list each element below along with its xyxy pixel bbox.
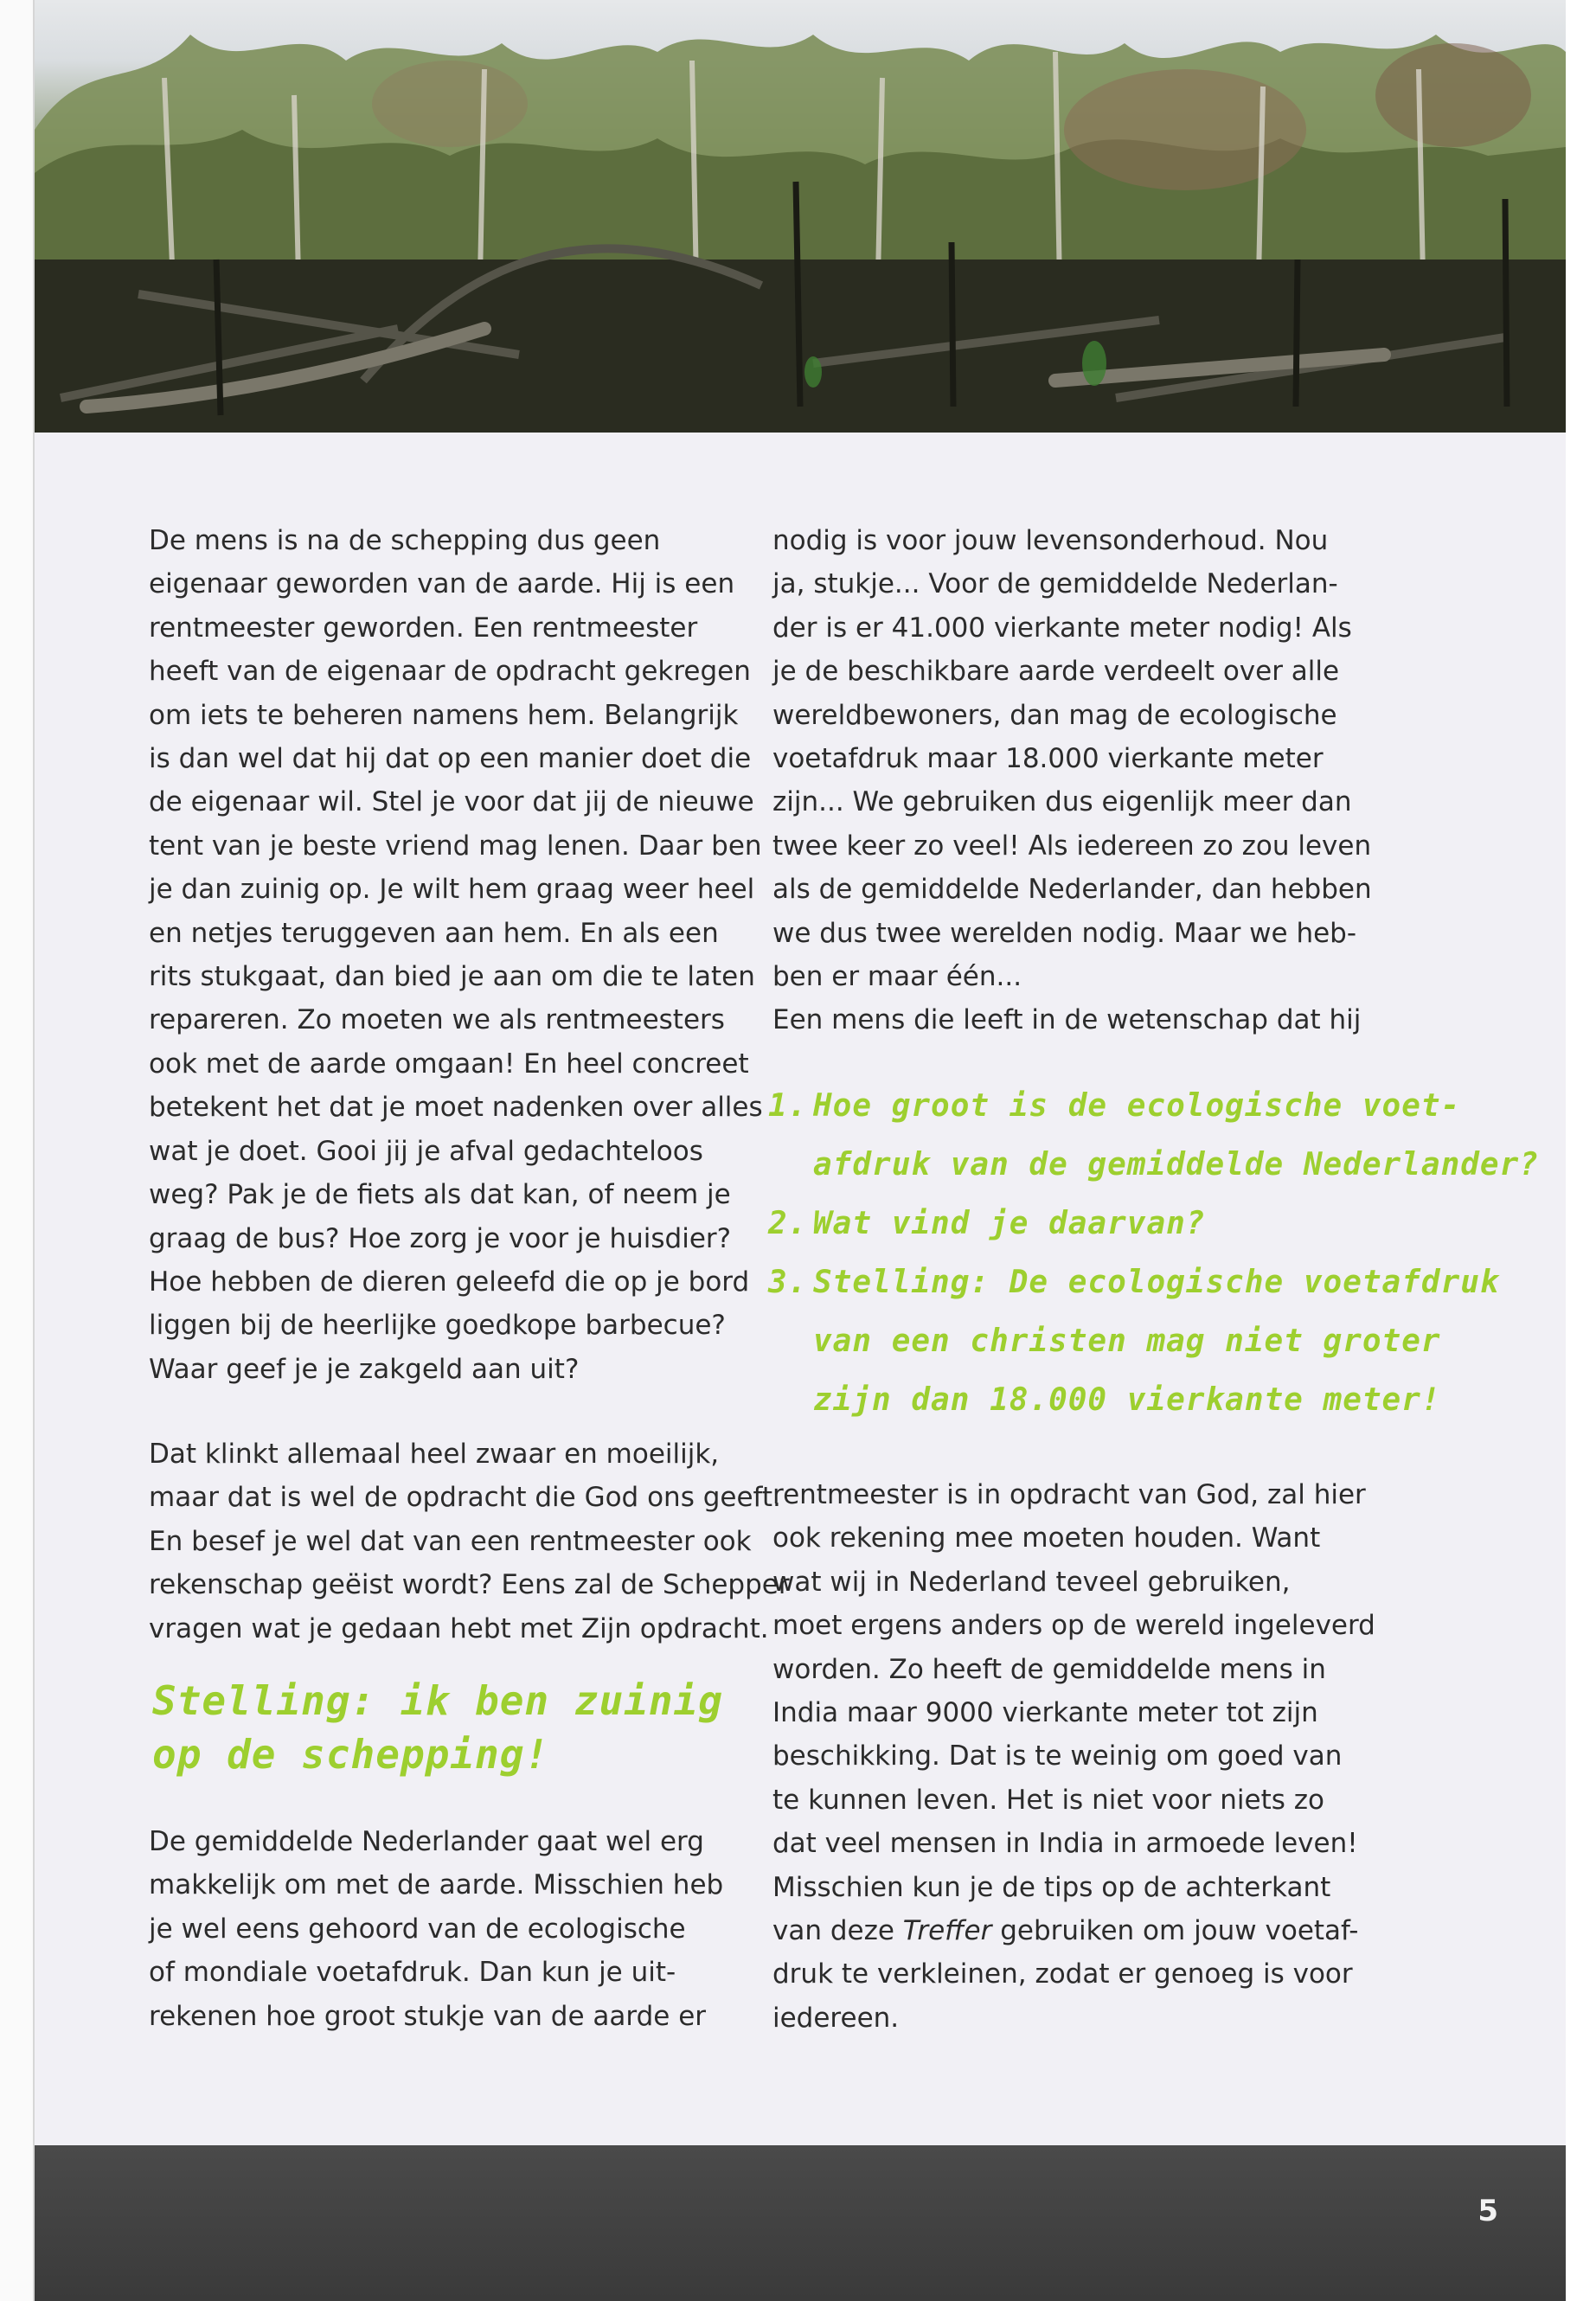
text-line: je dan zuinig op. Je wilt hem graag weer heel <box>149 874 755 906</box>
text-line: liggen bij de heerlijke goedkope barbecue? <box>149 1310 726 1342</box>
text-line: Waar geef je je zakgeld aan uit? <box>149 1353 580 1385</box>
text-fragment: gebruiken om jouw voetaf- <box>991 1915 1359 1947</box>
text-line: rentmeester is in opdracht van God, zal hier <box>772 1479 1366 1510</box>
question-3-text <box>813 1253 1500 1430</box>
text-line: eigenaar geworden van de aarde. Hij is een <box>149 568 735 600</box>
text-fragment: van deze <box>772 1915 903 1947</box>
text-line: tent van je beste vriend mag lenen. Daar ben <box>149 830 762 862</box>
right-column-paragraph-2 <box>772 1473 1395 2040</box>
text-line: is dan wel dat hij dat op een manier doet die <box>149 743 752 775</box>
text-line: vragen wat je gedaan hebt met Zijn opdracht. <box>149 1612 769 1644</box>
text-line: Dat klinkt allemaal heel zwaar en moeilijk, <box>149 1439 720 1470</box>
page-left-edge <box>0 0 35 2301</box>
text-line: heeft van de eigenaar de opdracht gekregen <box>149 656 751 688</box>
question-line: zijn dan 18.000 vierkante meter! <box>813 1382 1441 1418</box>
text-line: voetafdruk maar 18.000 vierkante meter <box>772 743 1324 775</box>
text-line: wat je doet. Gooi jij je afval gedachteloos <box>149 1135 703 1167</box>
text-line: ja, stukje... Voor de gemiddelde Nederlan- <box>772 568 1338 600</box>
text-line: nodig is voor jouw levensonderhoud. Nou <box>772 525 1329 556</box>
text-line: als de gemiddelde Nederlander, dan hebben <box>772 874 1372 906</box>
text-line: repareren. Zo moeten we als rentmeesters <box>149 1004 725 1036</box>
left-column-paragraph-2 <box>149 1433 790 1650</box>
text-line: twee keer zo veel! Als iedereen zo zou leven <box>772 830 1372 862</box>
deforestation-photo-art <box>35 0 1566 433</box>
text-line: iedereen. <box>772 2002 900 2034</box>
text-line: rekenen hoe groot stukje van de aarde er <box>149 2000 707 2032</box>
text-line: betekent het dat je moet nadenken over alles <box>149 1092 763 1124</box>
question-3 <box>768 1253 807 1312</box>
text-line: wereldbewoners, dan mag de ecologische <box>772 699 1337 731</box>
text-line: wat wij in Nederland teveel gebruiken, <box>772 1566 1291 1598</box>
left-column-paragraph-1 <box>149 519 763 1391</box>
deforestation-photo <box>35 0 1566 433</box>
text-line: maar dat is wel de opdracht die God ons geeft. <box>149 1482 781 1514</box>
text-line: je de beschikbare aarde verdeelt over alle <box>772 656 1340 688</box>
text-line: Een mens die leeft in de wetenschap dat hij <box>772 1004 1362 1036</box>
text-line: ook rekening mee moeten houden. Want <box>772 1522 1321 1554</box>
question-line: Hoe groot is de ecologische voet- <box>813 1088 1461 1124</box>
text-line: dat veel mensen in India in armoede leven! <box>772 1828 1358 1860</box>
left-column-paragraph-3 <box>149 1820 746 2038</box>
text-line: India maar 9000 vierkante meter tot zijn <box>772 1697 1318 1729</box>
text-line: der is er 41.000 vierkante meter nodig! Als <box>772 612 1352 644</box>
question-number: 3. <box>768 1265 808 1300</box>
question-1-text <box>813 1077 1539 1195</box>
text-line: je wel eens gehoord van de ecologische <box>149 1913 686 1945</box>
text-line: ben er maar één... <box>772 961 1022 993</box>
question-line: van een christen mag niet groter <box>813 1324 1441 1359</box>
text-line: En besef je wel dat van een rentmeester ook <box>149 1525 752 1557</box>
question-2 <box>768 1195 807 1253</box>
question-number: 2. <box>768 1206 808 1241</box>
text-line: en netjes teruggeven aan hem. En als een <box>149 917 719 949</box>
text-line: rentmeester geworden. Een rentmeester <box>149 612 698 644</box>
text-line: druk te verkleinen, zodat er genoeg is voor <box>772 1958 1353 1990</box>
text-line: de eigenaar wil. Stel je voor dat jij de nieuwe <box>149 786 754 818</box>
text-line: ook met de aarde omgaan! En heel concreet <box>149 1048 749 1080</box>
stelling-heading <box>152 1674 723 1781</box>
heading-line: op de schepping! <box>152 1731 550 1778</box>
footer-band <box>35 2145 1566 2301</box>
text-line: rits stukgaat, dan bied je aan om die te laten <box>149 961 755 993</box>
text-line: Hoe hebben de dieren geleefd die op je bord <box>149 1266 750 1298</box>
question-2-text <box>813 1195 1205 1253</box>
text-line: zijn... We gebruiken dus eigenlijk meer dan <box>772 786 1352 818</box>
question-1 <box>768 1077 807 1136</box>
question-line: Stelling: De ecologische voetafdruk <box>813 1265 1500 1300</box>
text-line: makkelijk om met de aarde. Misschien heb <box>149 1869 724 1901</box>
text-line: te kunnen leven. Het is niet voor niets zo <box>772 1784 1325 1816</box>
question-line: afdruk van de gemiddelde Nederlander? <box>813 1147 1539 1183</box>
question-line: Wat vind je daarvan? <box>813 1206 1206 1241</box>
heading-line: Stelling: ik ben zuinig <box>152 1677 723 1724</box>
text-line: om iets te beheren namens hem. Belangrijk <box>149 699 739 731</box>
text-line: worden. Zo heeft de gemiddelde mens in <box>772 1653 1326 1685</box>
text-line: De mens is na de schepping dus geen <box>149 525 661 556</box>
question-number: 1. <box>768 1088 808 1124</box>
text-line: graag de bus? Hoe zorg je voor je huisdier? <box>149 1222 732 1254</box>
text-line: De gemiddelde Nederlander gaat wel erg <box>149 1826 704 1857</box>
text-line-with-title <box>772 1909 1395 1952</box>
text-line: rekenschap geëist wordt? Eens zal de Schepper <box>149 1569 790 1601</box>
text-line: beschikking. Dat is te weinig om goed van <box>772 1740 1343 1772</box>
text-line: weg? Pak je de fiets als dat kan, of neem je <box>149 1179 731 1211</box>
text-line: moet ergens anders op de wereld ingeleverd <box>772 1610 1375 1642</box>
page-number: 5 <box>1477 2194 1498 2228</box>
text-line: we dus twee werelden nodig. Maar we heb- <box>772 917 1357 949</box>
magazine-title: Treffer <box>902 1915 992 1947</box>
text-line: Misschien kun je de tips op de achterkant <box>772 1871 1331 1903</box>
text-line: of mondiale voetafdruk. Dan kun je uit- <box>149 1957 676 1989</box>
right-column-paragraph-1 <box>772 519 1395 1042</box>
